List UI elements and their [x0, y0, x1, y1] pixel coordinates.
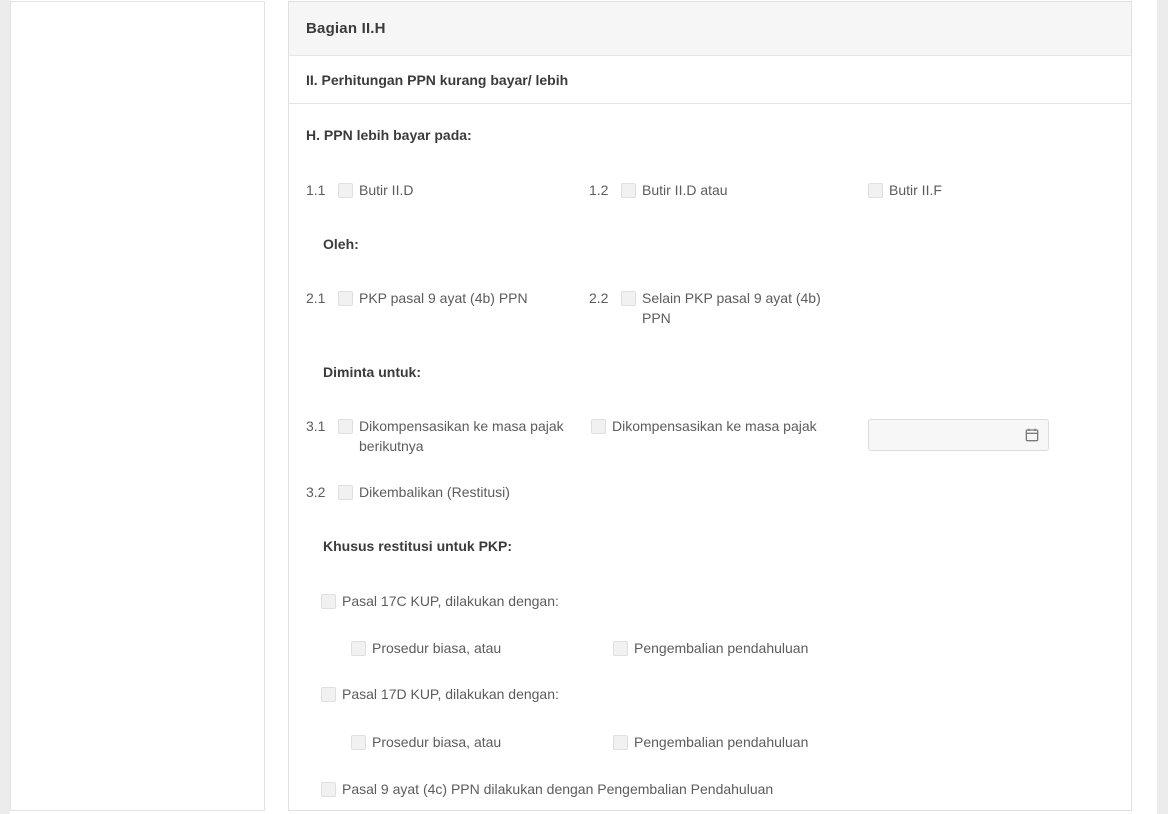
card-title: Bagian II.H	[306, 20, 386, 37]
checkbox-label: Pengembalian pendahuluan	[634, 734, 809, 750]
field-17d-pengembalian-pendahuluan	[613, 732, 808, 752]
page-right-margin	[1157, 0, 1168, 814]
field-pasal-17c	[321, 591, 559, 611]
checkbox-dikembalikan-restitusi[interactable]	[338, 485, 353, 500]
section-title: II. Perhitungan PPN kurang bayar/ lebih	[289, 56, 1131, 104]
checkbox-label: Pengembalian pendahuluan	[634, 640, 809, 656]
checkbox-dikompensasikan-berikutnya[interactable]	[338, 419, 353, 434]
item-number: 3.1	[306, 418, 326, 434]
field-dikompensasikan-masa-pajak	[591, 416, 817, 436]
checkbox-butir-iid-atau[interactable]	[621, 183, 636, 198]
checkbox-label: Selain PKP pasal 9 ayat (4b) PPN	[642, 290, 821, 326]
checkbox-pasal-9-4c[interactable]	[321, 782, 336, 797]
field-selain-pkp-pasal9	[589, 288, 822, 328]
checkbox-pkp-pasal9[interactable]	[338, 291, 353, 306]
checkbox-butir-iif[interactable]	[868, 183, 883, 198]
item-number: 1.1	[306, 182, 326, 198]
checkbox-butir-iid[interactable]	[338, 183, 353, 198]
field-dikompensasikan-berikutnya	[306, 416, 569, 456]
page-left-margin	[0, 0, 10, 814]
field-butir-iid	[306, 180, 413, 200]
item-number: 3.2	[306, 484, 326, 500]
oleh-heading: Oleh:	[323, 236, 359, 252]
checkbox-selain-pkp-pasal9[interactable]	[621, 291, 636, 306]
checkbox-label: PKP pasal 9 ayat (4b) PPN	[359, 290, 528, 306]
checkbox-dikompensasikan-masa-pajak[interactable]	[591, 419, 606, 434]
checkbox-17c-pengembalian-pendahuluan[interactable]	[613, 641, 628, 656]
checkbox-label: Prosedur biasa, atau	[372, 734, 502, 750]
checkbox-label: Pasal 9 ayat (4c) PPN dilakukan dengan Pengembalian Pendahuluan	[342, 781, 774, 797]
checkbox-17d-pengembalian-pendahuluan[interactable]	[613, 735, 628, 750]
checkbox-label: Pasal 17D KUP, dilakukan dengan:	[342, 686, 559, 702]
checkbox-label: Butir II.D	[359, 182, 414, 198]
item-number: 2.1	[306, 290, 326, 306]
checkbox-pasal-17d[interactable]	[321, 687, 336, 702]
calendar-icon[interactable]	[1024, 427, 1040, 443]
left-panel	[10, 1, 265, 811]
field-17d-prosedur-biasa	[351, 732, 501, 752]
field-pasal-9-4c	[321, 779, 773, 799]
field-butir-iid-atau	[589, 180, 728, 200]
checkbox-label: Butir II.F	[889, 182, 942, 198]
checkbox-label: Pasal 17C KUP, dilakukan dengan:	[342, 593, 559, 609]
checkbox-label: Dikembalikan (Restitusi)	[359, 484, 510, 500]
item-number: 2.2	[589, 290, 609, 306]
item-number: 1.2	[589, 182, 609, 198]
checkbox-label: Dikompensasikan ke masa pajak	[612, 418, 817, 434]
compensation-date-field	[868, 419, 1049, 451]
field-pkp-pasal9	[306, 288, 528, 308]
khusus-heading: Khusus restitusi untuk PKP:	[323, 538, 513, 554]
checkbox-pasal-17c[interactable]	[321, 594, 336, 609]
checkbox-label: Dikompensasikan ke masa pajak berikutnya	[359, 418, 564, 454]
form-body	[289, 104, 1131, 810]
field-dikembalikan-restitusi	[306, 482, 510, 502]
checkbox-label: Prosedur biasa, atau	[372, 640, 502, 656]
field-17c-prosedur-biasa	[351, 638, 501, 658]
checkbox-17d-prosedur-biasa[interactable]	[351, 735, 366, 750]
checkbox-17c-prosedur-biasa[interactable]	[351, 641, 366, 656]
field-17c-pengembalian-pendahuluan	[613, 638, 808, 658]
field-butir-iif	[868, 180, 942, 200]
checkbox-label: Butir II.D atau	[642, 182, 728, 198]
compensation-date-input[interactable]	[868, 419, 1049, 451]
field-pasal-17d	[321, 684, 559, 704]
diminta-heading: Diminta untuk:	[323, 364, 421, 380]
form-card	[288, 1, 1132, 811]
subsection-title: H. PPN lebih bayar pada:	[306, 127, 472, 143]
card-header	[289, 2, 1131, 56]
